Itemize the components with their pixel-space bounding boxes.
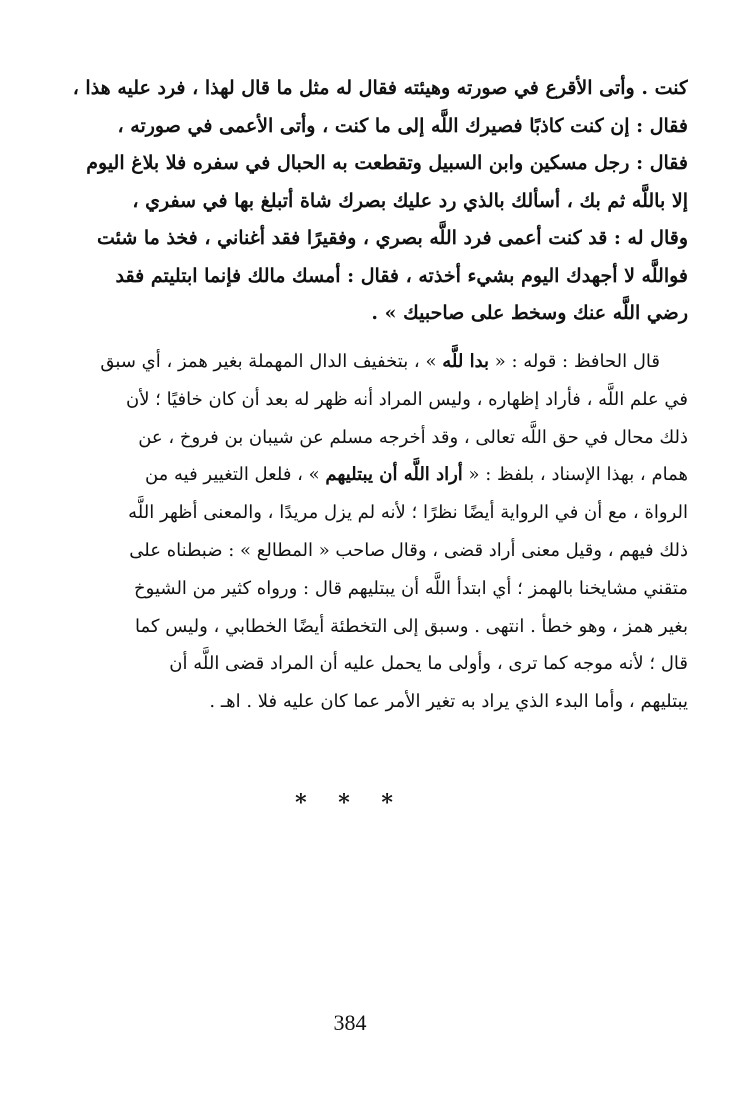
hadith-line: إلا باللَّه ثم بك ، أسألك بالذي رد عليك بصرك شاة أتبلغ بها في سفري ،	[132, 189, 688, 212]
hadith-line: فقال : إن كنت كاذبًا فصيرك اللَّه إلى ما كنت ، وأتى الأعمى في صورته ،	[117, 114, 688, 137]
commentary-fragment: قال الحافظ : قوله : «	[489, 351, 660, 372]
commentary-line: في علم اللَّه ، فأراد إظهاره ، وليس المراد أنه ظهر له بعد أن كان خافيًا ؛ لأن	[125, 388, 688, 410]
commentary-line: ذلك فيهم ، وقيل معنى أراد قضى ، وقال صاحب « المطالع » : ضبطناه على	[129, 539, 688, 561]
hadith-line: وقال له : قد كنت أعمى فرد اللَّه بصري ، وفقيرًا فقد أغناني ، فخذ ما شئت	[96, 227, 688, 249]
commentary-line: متقني مشايخنا بالهمز ؛ أي ابتدأ اللَّه أن يبتليهم قال : ورواه كثير من الشيوخ	[134, 577, 688, 599]
commentary-fragment: » ، بتخفيف الدال المهملة بغير همز ، أي سبق	[100, 351, 443, 372]
hadith-line: فواللَّه لا أجهدك اليوم بشيء أخذته ، فقال : أمسك مالك فإنما ابتليتم فقد	[115, 264, 688, 287]
commentary-fragment: همام ، بهذا الإسناد ، بلفظ : «	[462, 464, 688, 486]
commentary-line: قال ؛ لأنه موجه كما ترى ، وأولى ما يحمل عليه أن المراد قضى اللَّه أن	[169, 653, 688, 675]
commentary-text	[62, 343, 688, 721]
commentary-line	[62, 456, 688, 494]
commentary-line: بغير همز ، وهو خطأ . انتهى . وسبق إلى التخطئة أيضًا الخطابي ، وليس كما	[135, 615, 688, 637]
hadith-text	[62, 70, 688, 333]
commentary-line	[62, 343, 688, 381]
section-separator: * * *	[295, 790, 405, 816]
commentary-line: يبتليهم ، وأما البدء الذي يراد به تغير الأمر عما كان عليه فلا . اهـ .	[209, 691, 688, 713]
hadith-line: فقال : رجل مسكين وابن السبيل وتقطعت به الحبال في سفره فلا بلاغ اليوم	[86, 152, 688, 174]
commentary-line: ذلك محال في حق اللَّه تعالى ، وقد أخرجه مسلم عن شيبان بن فروخ ، عن	[138, 426, 688, 448]
commentary-fragment: » ، فلعل التغيير فيه من	[144, 464, 326, 486]
quoted-phrase: بدا للَّه	[442, 351, 490, 372]
hadith-line: رضي اللَّه عنك وسخط على صاحبيك » .	[371, 302, 688, 324]
quoted-phrase: أراد اللَّه أن يبتليهم	[325, 464, 463, 486]
page-number: 384	[333, 1010, 367, 1035]
hadith-line: كنت . وأتى الأقرع في صورته وهيئته فقال له مثل ما قال لهذا ، فرد عليه هذا ،	[72, 77, 688, 99]
commentary-line: الرواة ، مع أن في الرواية أيضًا نظرًا ؛ لأنه لم يزل مريدًا ، والمعنى أظهر اللَّه	[128, 502, 688, 524]
